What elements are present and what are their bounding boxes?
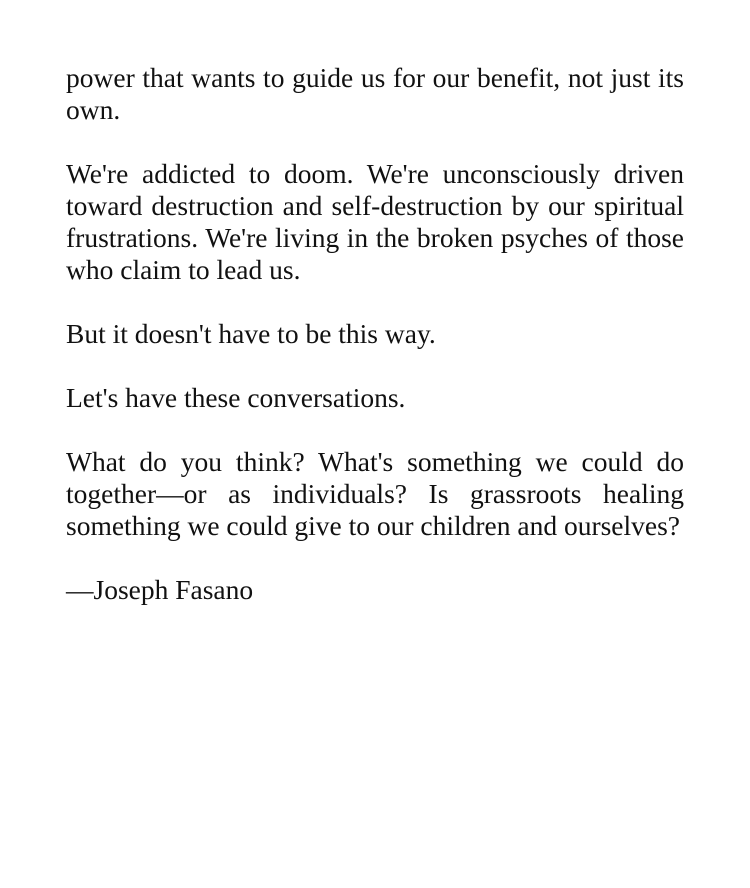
- paragraph-continuation: power that wants to guide us for our benefit, not just its own.: [66, 62, 684, 125]
- paragraph-conversations: Let's have these conversations.: [66, 382, 406, 413]
- document-body: [66, 62, 684, 606]
- author-signature: —Joseph Fasano: [66, 574, 254, 605]
- paragraph-addicted-to-doom: We're addicted to doom. We're unconsciously driven toward destruction and self-destruction by our spiritual frustrations. We're living in the broken psyches of those who claim to lead us.: [66, 158, 684, 285]
- paragraph-doesnt-have-to-be: But it doesn't have to be this way.: [66, 318, 436, 349]
- paragraph-questions: What do you think? What's something we could do together—or as individuals? Is grassroots healing something we could give to our children and ourselves?: [66, 446, 684, 541]
